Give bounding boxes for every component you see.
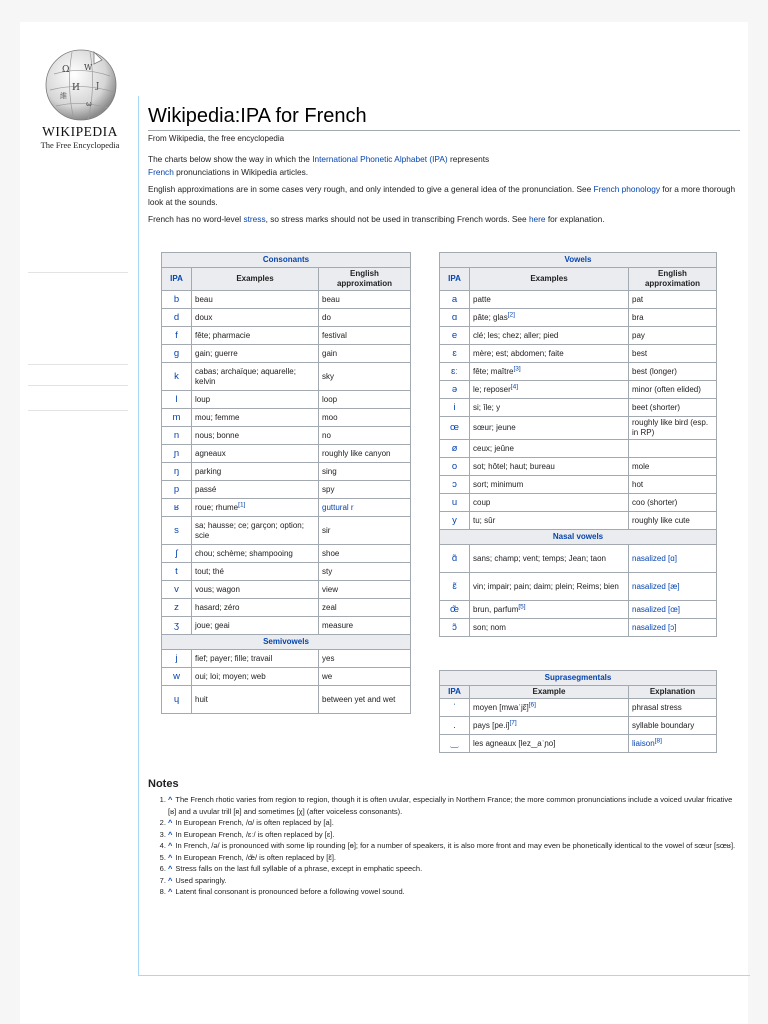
note-text: Latent final consonant is pronounced before a following vowel sound.: [175, 887, 405, 896]
footnote-ref[interactable]: [8]: [654, 736, 662, 744]
table-row: [440, 494, 717, 512]
example-cell: [192, 686, 319, 714]
backlink-caret[interactable]: ^: [168, 818, 173, 827]
english-approximation-cell: pay: [629, 327, 717, 345]
text: French has no word-level: [148, 214, 244, 224]
example-text: tout; thé: [195, 566, 224, 576]
ipa-symbol-link[interactable]: œ̃: [440, 601, 470, 619]
note-item: [168, 852, 740, 864]
example-cell: [470, 345, 629, 363]
example-text: parking: [195, 466, 222, 476]
example-text: pâte; glas: [473, 312, 508, 322]
english-approximation-cell: [629, 440, 717, 458]
top-band: [0, 0, 768, 22]
text: for explanation.: [545, 214, 605, 224]
example-cell: [470, 735, 629, 753]
site-subtitle: From Wikipedia, the free encyclopedia: [148, 134, 285, 143]
table-row: [162, 409, 411, 427]
table-row: [162, 463, 411, 481]
english-approximation-cell: between yet and wet: [319, 686, 411, 714]
table-row: [440, 545, 717, 573]
ipa-symbol-link[interactable]: ɡ: [162, 345, 192, 363]
example-text: huit: [195, 694, 208, 704]
suprasegmentals-table: [439, 670, 717, 753]
table-row: [162, 391, 411, 409]
note-text: In European French, /œ̃/ is often replaced by [ɛ̃].: [175, 852, 336, 862]
example-cell: [470, 417, 629, 440]
ipa-symbol-link[interactable]: ‿: [440, 735, 470, 753]
example-cell: [470, 458, 629, 476]
ipa-symbol-link[interactable]: ɛ̃: [440, 573, 470, 601]
example-cell: [470, 545, 629, 573]
table-row: [162, 363, 411, 391]
notes-section: [148, 778, 740, 898]
table-row: [162, 481, 411, 499]
semivowels-heading[interactable]: Semivowels: [162, 635, 411, 650]
english-approximation-cell: sir: [319, 517, 411, 545]
ipa-symbol-link[interactable]: w: [162, 668, 192, 686]
ipa-symbol-link[interactable]: ø: [440, 440, 470, 458]
english-approximation-cell: best (longer): [629, 363, 717, 381]
ipa-symbol-link[interactable]: ɥ: [162, 686, 192, 714]
svg-text:Ω: Ω: [62, 65, 70, 75]
table-row: [162, 309, 411, 327]
note-item: [168, 829, 740, 841]
footnote-ref[interactable]: [3]: [513, 364, 521, 372]
english-approximation-cell: liaison[8]: [629, 735, 717, 753]
table-row: [440, 601, 717, 619]
example-cell: [470, 619, 629, 637]
ipa-symbol-link[interactable]: .: [440, 717, 470, 735]
ipa-symbol-link[interactable]: ə: [440, 381, 470, 399]
example-cell: [192, 309, 319, 327]
footnote-ref[interactable]: [7]: [509, 718, 517, 726]
svg-text:ω: ω: [86, 100, 92, 108]
example-text: passé: [195, 484, 217, 494]
footnote-ref[interactable]: [4]: [510, 382, 519, 390]
ipa-symbol-link[interactable]: y: [440, 512, 470, 530]
english-approximation-cell: we: [319, 668, 411, 686]
table-row: [162, 617, 411, 635]
sidebar-divider: [28, 364, 128, 365]
english-approximation-cell: roughly like cute: [629, 512, 717, 530]
ipa-symbol-link[interactable]: œ: [440, 417, 470, 440]
example-text: sœur; jeune: [473, 423, 516, 432]
example-text: si; île; y: [473, 402, 501, 412]
table-row: [440, 345, 717, 363]
english-approximation-cell: festival: [319, 327, 411, 345]
logo-wordmark: WIKIPEDIA: [42, 124, 118, 139]
column-header-explanation: Explanation: [629, 686, 717, 699]
english-approximation-cell: best: [629, 345, 717, 363]
english-approximation-cell: nasalized [æ]: [629, 573, 717, 601]
example-cell: [470, 327, 629, 345]
ipa-symbol-link[interactable]: ɔ: [440, 476, 470, 494]
table-row: [162, 686, 411, 714]
french-link[interactable]: French: [148, 167, 174, 177]
backlink-caret[interactable]: ^: [168, 841, 173, 850]
table-row: [440, 717, 717, 735]
example-text: fête; pharmacie: [195, 330, 251, 340]
example-text: sans; champ; vent; temps; Jean; taon: [473, 553, 606, 563]
backlink-caret[interactable]: ^: [168, 829, 173, 839]
example-cell: [192, 463, 319, 481]
table-row: [440, 735, 717, 753]
column-header-english: English approximation: [319, 268, 411, 291]
table-row: [440, 619, 717, 637]
note-text: Stress falls on the last full syllable of a phrase, except in emphatic speech.: [175, 864, 423, 873]
example-text: doux: [195, 312, 213, 322]
note-text: In European French, /ɑ/ is often replaced by [a].: [175, 818, 334, 827]
sidebar-divider: [28, 385, 128, 386]
sidebar-divider: [28, 272, 128, 273]
example-text: son; nom: [473, 622, 506, 632]
svg-text:И: И: [72, 83, 80, 93]
example-cell: [192, 499, 319, 517]
english-approximation-cell: shoe: [319, 545, 411, 563]
example-text: oui; loi; moyen; web: [195, 671, 266, 681]
vowels-heading[interactable]: Vowels: [440, 253, 717, 268]
ipa-symbol-link[interactable]: n: [162, 427, 192, 445]
example-text: patte: [473, 294, 491, 304]
note-item: [168, 886, 740, 898]
example-text: le; reposer: [473, 384, 511, 394]
example-text: joue; geai: [195, 620, 230, 630]
example-cell: [470, 476, 629, 494]
example-text: sa; hausse; ce; garçon; option; scie: [195, 520, 304, 540]
column-header-examples: Examples: [192, 268, 319, 291]
table-row: [440, 573, 717, 601]
backlink-caret[interactable]: ^: [168, 887, 173, 896]
example-text: sort; minimum: [473, 479, 524, 489]
example-cell: [470, 717, 629, 735]
ipa-symbol-link[interactable]: ŋ: [162, 463, 192, 481]
example-text: moyen [mwaˈjɛ̃]: [473, 702, 529, 712]
example-text: fief; payer; fille; travail: [195, 653, 273, 663]
ipa-symbol-link[interactable]: u: [440, 494, 470, 512]
text: pronunciations in Wikipedia articles.: [173, 167, 309, 177]
stress-link[interactable]: stress: [243, 214, 266, 224]
example-cell: [192, 650, 319, 668]
example-text: coup: [473, 497, 491, 507]
example-text: beau: [195, 294, 213, 304]
ipa-symbol-link[interactable]: j: [162, 650, 192, 668]
note-item: [168, 875, 740, 887]
footnote-ref[interactable]: [1]: [238, 500, 246, 508]
example-cell: [470, 494, 629, 512]
svg-text:J: J: [96, 81, 100, 90]
english-approximation-cell: yes: [319, 650, 411, 668]
example-text: nous; bonne: [195, 430, 240, 440]
example-cell: [470, 440, 629, 458]
consonants-heading[interactable]: Consonants: [162, 253, 411, 268]
example-text: vous; wagon: [195, 584, 240, 594]
example-cell: [192, 581, 319, 599]
english-approximation-cell: bra: [629, 309, 717, 327]
english-approximation-cell: no: [319, 427, 411, 445]
table-row: [440, 363, 717, 381]
content-border-bottom: [138, 975, 750, 976]
consonants-table: [161, 252, 411, 714]
english-approximation-cell: view: [319, 581, 411, 599]
example-text: roue; rhume: [195, 502, 239, 512]
english-approximation-cell: roughly like canyon: [319, 445, 411, 463]
example-text: loup: [195, 394, 211, 404]
ipa-symbol-link[interactable]: m: [162, 409, 192, 427]
content-border: [138, 96, 139, 976]
puzzle-globe-icon: [42, 46, 120, 124]
column-header-ipa[interactable]: IPA: [440, 686, 470, 699]
table-row: [440, 699, 717, 717]
english-approximation-cell: nasalized [ɔ]: [629, 619, 717, 637]
table-row: [162, 445, 411, 463]
example-cell: [192, 517, 319, 545]
example-cell: [470, 381, 629, 399]
example-cell: [192, 545, 319, 563]
ipa-symbol-link[interactable]: s: [162, 517, 192, 545]
example-text: clé; les; chez; aller; pied: [473, 330, 559, 340]
english-approximation-cell: syllable boundary: [629, 717, 717, 735]
stress-paragraph: [148, 213, 740, 226]
english-approximation-cell: roughly like bird (esp. in RP): [629, 417, 717, 440]
note-item: [168, 840, 740, 852]
table-row: [162, 599, 411, 617]
ipa-symbol-link[interactable]: ɔ̃: [440, 619, 470, 637]
nasal-vowels-heading[interactable]: Nasal vowels: [440, 530, 717, 545]
ipa-symbol-link[interactable]: l: [162, 391, 192, 409]
table-row: [440, 381, 717, 399]
example-cell: [470, 699, 629, 717]
main-content: [148, 104, 740, 226]
table-row: [440, 291, 717, 309]
english-approximation-cell: moo: [319, 409, 411, 427]
english-approximation-cell: hot: [629, 476, 717, 494]
backlink-caret[interactable]: ^: [168, 795, 173, 804]
english-approximation-cell: minor (often elided): [629, 381, 717, 399]
english-approximation-cell: guttural r: [319, 499, 411, 517]
ipa-symbol-link[interactable]: k: [162, 363, 192, 391]
example-text: tu; sûr: [473, 515, 496, 525]
english-approximation-cell: nasalized [œ]: [629, 601, 717, 619]
english-approximation-cell: gain: [319, 345, 411, 363]
notes-heading: Notes: [148, 778, 179, 790]
sidebar: [20, 22, 138, 1024]
approximation-paragraph: [148, 183, 740, 209]
table-row: [440, 458, 717, 476]
table-row: [440, 512, 717, 530]
english-approximation-cell: loop: [319, 391, 411, 409]
ipa-symbol-link[interactable]: i: [440, 399, 470, 417]
table-row: [162, 581, 411, 599]
example-cell: [192, 409, 319, 427]
wikipedia-logo[interactable]: [28, 42, 132, 154]
example-text: ceux; jeûne: [473, 443, 514, 453]
ipa-symbol-link[interactable]: ʁ: [162, 499, 192, 517]
example-cell: [192, 345, 319, 363]
table-row: [440, 309, 717, 327]
logo-tagline: The Free Encyclopedia: [40, 140, 120, 150]
footnote-ref[interactable]: [6]: [528, 700, 536, 708]
english-approximation-cell: beau: [319, 291, 411, 309]
sidebar-divider: [28, 410, 128, 411]
table-row: [162, 327, 411, 345]
vowels-table: [439, 252, 717, 637]
svg-text:維: 維: [60, 92, 67, 100]
backlink-caret[interactable]: ^: [168, 864, 173, 873]
english-approximation-cell: beet (shorter): [629, 399, 717, 417]
table-row: [440, 440, 717, 458]
ipa-symbol-link[interactable]: ɑ: [440, 309, 470, 327]
english-approximation-cell: measure: [319, 617, 411, 635]
ipa-symbol-link[interactable]: ˈ: [440, 699, 470, 717]
text: , so stress marks should not be used in transcribing French words. See: [265, 214, 529, 224]
table-row: [162, 668, 411, 686]
note-item: [168, 794, 740, 817]
example-cell: [192, 427, 319, 445]
page-title: Wikipedia:IPA for French: [148, 104, 740, 131]
ipa-symbol-link[interactable]: z: [162, 599, 192, 617]
example-cell: [192, 391, 319, 409]
example-cell: [470, 573, 629, 601]
ipa-symbol-link[interactable]: t: [162, 563, 192, 581]
column-header-example: Example: [470, 686, 629, 699]
note-item: [168, 817, 740, 829]
table-row: [162, 427, 411, 445]
ipa-symbol-link[interactable]: f: [162, 327, 192, 345]
footnote-ref[interactable]: [2]: [507, 310, 515, 318]
note-text: In French, /ə/ is pronounced with some lip rounding [ɵ]; for a number of speakers, it is also more front and may even be phonetically identical to the vowel of sœur [sœʁ].: [175, 841, 736, 850]
example-cell: [470, 601, 629, 619]
ipa-symbol-link[interactable]: ʒ: [162, 617, 192, 635]
french-phonology-link[interactable]: French phonology: [593, 184, 660, 194]
svg-text:W: W: [84, 63, 93, 72]
text: English approximations are in some cases very rough, and only intended to give a general idea of the pronunciation. See: [148, 184, 594, 194]
column-header-examples: Examples: [470, 268, 629, 291]
column-header-ipa[interactable]: IPA: [162, 268, 192, 291]
table-row: [162, 650, 411, 668]
example-text: agneaux: [195, 448, 226, 458]
backlink-caret[interactable]: ^: [168, 875, 173, 885]
suprasegmentals-heading[interactable]: Suprasegmentals: [440, 671, 717, 686]
note-text: The French rhotic varies from region to region, though it is often uvular, especially in Northern France; the more common pronunciations include a voiced uvular fricative [ʁ] and a uvular trill [ʀ] and sometimes [χ] (after voiceless consonants).: [168, 795, 733, 816]
ipa-symbol-link[interactable]: ʃ: [162, 545, 192, 563]
table-row: [440, 399, 717, 417]
english-approximation-cell: mole: [629, 458, 717, 476]
intro-paragraph: [148, 153, 740, 179]
table-row: [162, 517, 411, 545]
footnote-ref[interactable]: [5]: [518, 602, 526, 610]
english-approximation-cell: pat: [629, 291, 717, 309]
example-text: mou; femme: [195, 412, 240, 422]
ipa-symbol-link[interactable]: e: [440, 327, 470, 345]
example-cell: [470, 309, 629, 327]
english-approximation-cell: sky: [319, 363, 411, 391]
english-approximation-cell: spy: [319, 481, 411, 499]
ipa-symbol-link[interactable]: ɲ: [162, 445, 192, 463]
example-cell: [192, 668, 319, 686]
english-approximation-cell: coo (shorter): [629, 494, 717, 512]
ipa-link[interactable]: International Phonetic Alphabet (IPA): [312, 154, 448, 164]
table-row: [440, 476, 717, 494]
table-row: [162, 545, 411, 563]
example-text: cabas; archaïque; aquarelle; kelvin: [195, 366, 296, 386]
text: The charts below show the way in which the: [148, 154, 313, 164]
example-cell: [470, 399, 629, 417]
note-item: [168, 863, 740, 875]
example-text: les agneaux [lez‿aˈɲo]: [473, 738, 556, 748]
table-row: [440, 327, 717, 345]
english-approximation-cell: nasalized [ɑ]: [629, 545, 717, 573]
example-cell: [192, 445, 319, 463]
ipa-symbol-link[interactable]: p: [162, 481, 192, 499]
example-text: sot; hôtel; haut; bureau: [473, 461, 555, 471]
english-approximation-cell: phrasal stress: [629, 699, 717, 717]
table-row: [162, 499, 411, 517]
example-cell: [192, 363, 319, 391]
english-approximation-cell: sing: [319, 463, 411, 481]
example-cell: [192, 327, 319, 345]
example-cell: [192, 291, 319, 309]
example-text: vin; impair; pain; daim; plein; Reims; bien: [473, 581, 619, 591]
ipa-symbol-link[interactable]: b: [162, 291, 192, 309]
ipa-symbol-link[interactable]: d: [162, 309, 192, 327]
table-row: [440, 417, 717, 440]
example-cell: [192, 599, 319, 617]
example-text: hasard; zéro: [195, 602, 240, 612]
table-row: [162, 345, 411, 363]
example-text: pays [pe.i]: [473, 720, 510, 730]
here-link[interactable]: here: [528, 214, 546, 224]
example-text: mère; est; abdomen; faite: [473, 348, 564, 358]
example-cell: [192, 563, 319, 581]
text: for a more thorough look at the sounds.: [148, 184, 736, 207]
example-text: chou; schème; shampooing: [195, 548, 293, 558]
ipa-symbol-link[interactable]: ɛ: [440, 345, 470, 363]
ipa-symbol-link[interactable]: o: [440, 458, 470, 476]
example-text: brun, parfum: [473, 604, 519, 614]
text: represents: [447, 154, 490, 164]
example-text: gain; guerre: [195, 348, 238, 358]
example-cell: [470, 363, 629, 381]
example-cell: [470, 512, 629, 530]
english-approximation-cell: zeal: [319, 599, 411, 617]
english-approximation-cell: sty: [319, 563, 411, 581]
note-text: Used sparingly.: [175, 875, 227, 885]
ipa-symbol-link[interactable]: v: [162, 581, 192, 599]
english-approximation-cell: do: [319, 309, 411, 327]
example-cell: [470, 291, 629, 309]
ipa-symbol-link[interactable]: ɛː: [440, 363, 470, 381]
backlink-caret[interactable]: ^: [168, 852, 173, 862]
table-row: [162, 291, 411, 309]
example-text: fête; maître: [473, 366, 514, 376]
example-cell: [192, 617, 319, 635]
example-cell: [192, 481, 319, 499]
table-row: [162, 563, 411, 581]
column-header-english: English approximation: [629, 268, 717, 291]
ipa-symbol-link[interactable]: ɑ̃: [440, 545, 470, 573]
column-header-ipa[interactable]: IPA: [440, 268, 470, 291]
ipa-symbol-link[interactable]: a: [440, 291, 470, 309]
note-text: In European French, /ɛː/ is often replaced by [ɛ].: [175, 829, 335, 839]
notes-list: [148, 794, 740, 898]
